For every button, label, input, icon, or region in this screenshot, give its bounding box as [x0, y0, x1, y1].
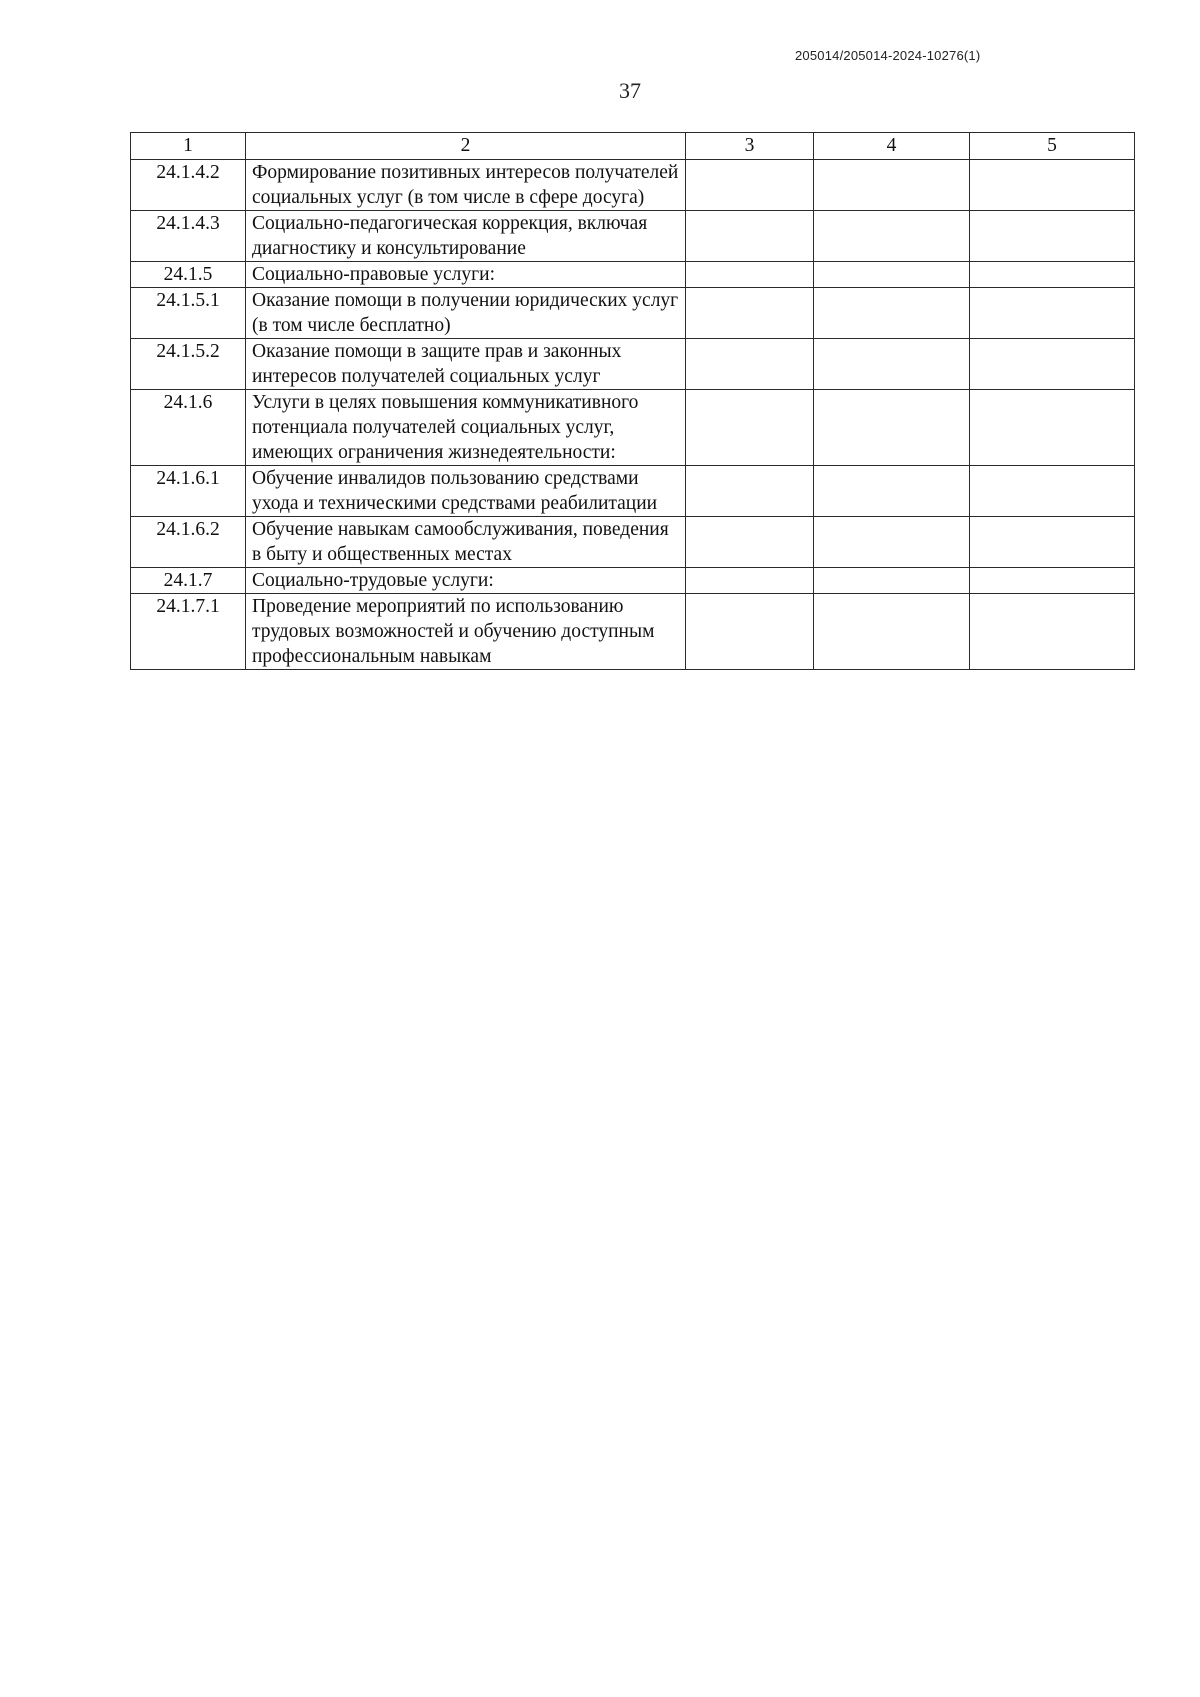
- empty-cell: [686, 211, 814, 262]
- service-name: Формирование позитивных интересов получателей социальных услуг (в том числе в сфере досуга): [246, 160, 686, 211]
- empty-cell: [686, 262, 814, 288]
- service-code: 24.1.4.3: [131, 211, 246, 262]
- empty-cell: [814, 262, 970, 288]
- table-row: [131, 568, 1135, 594]
- table-row: [131, 594, 1135, 670]
- empty-cell: [814, 517, 970, 568]
- service-code: 24.1.7.1: [131, 594, 246, 670]
- empty-cell: [814, 390, 970, 466]
- table-row: [131, 339, 1135, 390]
- service-name: Оказание помощи в получении юридических услуг (в том числе бесплатно): [246, 288, 686, 339]
- service-name: Социально-трудовые услуги:: [246, 568, 686, 594]
- empty-cell: [814, 339, 970, 390]
- table-row: [131, 517, 1135, 568]
- empty-cell: [686, 339, 814, 390]
- empty-cell: [970, 339, 1135, 390]
- service-name: Обучение инвалидов пользованию средствами ухода и техническими средствами реабилитации: [246, 466, 686, 517]
- service-name: Обучение навыкам самообслуживания, поведения в быту и общественных местах: [246, 517, 686, 568]
- table-row: [131, 466, 1135, 517]
- document-id: 205014/205014-2024-10276(1): [795, 48, 981, 63]
- services-table: [130, 132, 1135, 670]
- column-header: 3: [686, 133, 814, 160]
- empty-cell: [814, 288, 970, 339]
- empty-cell: [686, 568, 814, 594]
- table-row: [131, 288, 1135, 339]
- empty-cell: [686, 288, 814, 339]
- service-code: 24.1.6: [131, 390, 246, 466]
- empty-cell: [970, 288, 1135, 339]
- service-code: 24.1.5.2: [131, 339, 246, 390]
- empty-cell: [814, 160, 970, 211]
- empty-cell: [814, 211, 970, 262]
- empty-cell: [814, 466, 970, 517]
- service-name: Проведение мероприятий по использованию трудовых возможностей и обучению доступным профессиональным навыкам: [246, 594, 686, 670]
- empty-cell: [970, 517, 1135, 568]
- empty-cell: [970, 211, 1135, 262]
- column-header: 1: [131, 133, 246, 160]
- service-name: Оказание помощи в защите прав и законных интересов получателей социальных услуг: [246, 339, 686, 390]
- column-header: 2: [246, 133, 686, 160]
- column-header: 5: [970, 133, 1135, 160]
- service-code: 24.1.5: [131, 262, 246, 288]
- empty-cell: [970, 594, 1135, 670]
- empty-cell: [814, 594, 970, 670]
- empty-cell: [686, 594, 814, 670]
- page-number: 37: [619, 78, 641, 103]
- table-row: [131, 211, 1135, 262]
- empty-cell: [686, 517, 814, 568]
- service-code: 24.1.6.2: [131, 517, 246, 568]
- service-name: Социально-педагогическая коррекция, включая диагностику и консультирование: [246, 211, 686, 262]
- empty-cell: [970, 390, 1135, 466]
- table-header-row: [131, 133, 1135, 160]
- table-row: [131, 390, 1135, 466]
- service-code: 24.1.5.1: [131, 288, 246, 339]
- service-code: 24.1.6.1: [131, 466, 246, 517]
- service-code: 24.1.4.2: [131, 160, 246, 211]
- service-name: Социально-правовые услуги:: [246, 262, 686, 288]
- empty-cell: [970, 160, 1135, 211]
- service-code: 24.1.7: [131, 568, 246, 594]
- service-name: Услуги в целях повышения коммуникативного потенциала получателей социальных услуг, имеющих ограничения жизнедеятельности:: [246, 390, 686, 466]
- empty-cell: [970, 466, 1135, 517]
- table-row: [131, 160, 1135, 211]
- empty-cell: [970, 568, 1135, 594]
- empty-cell: [814, 568, 970, 594]
- empty-cell: [686, 160, 814, 211]
- table-row: [131, 262, 1135, 288]
- column-header: 4: [814, 133, 970, 160]
- empty-cell: [686, 390, 814, 466]
- empty-cell: [970, 262, 1135, 288]
- empty-cell: [686, 466, 814, 517]
